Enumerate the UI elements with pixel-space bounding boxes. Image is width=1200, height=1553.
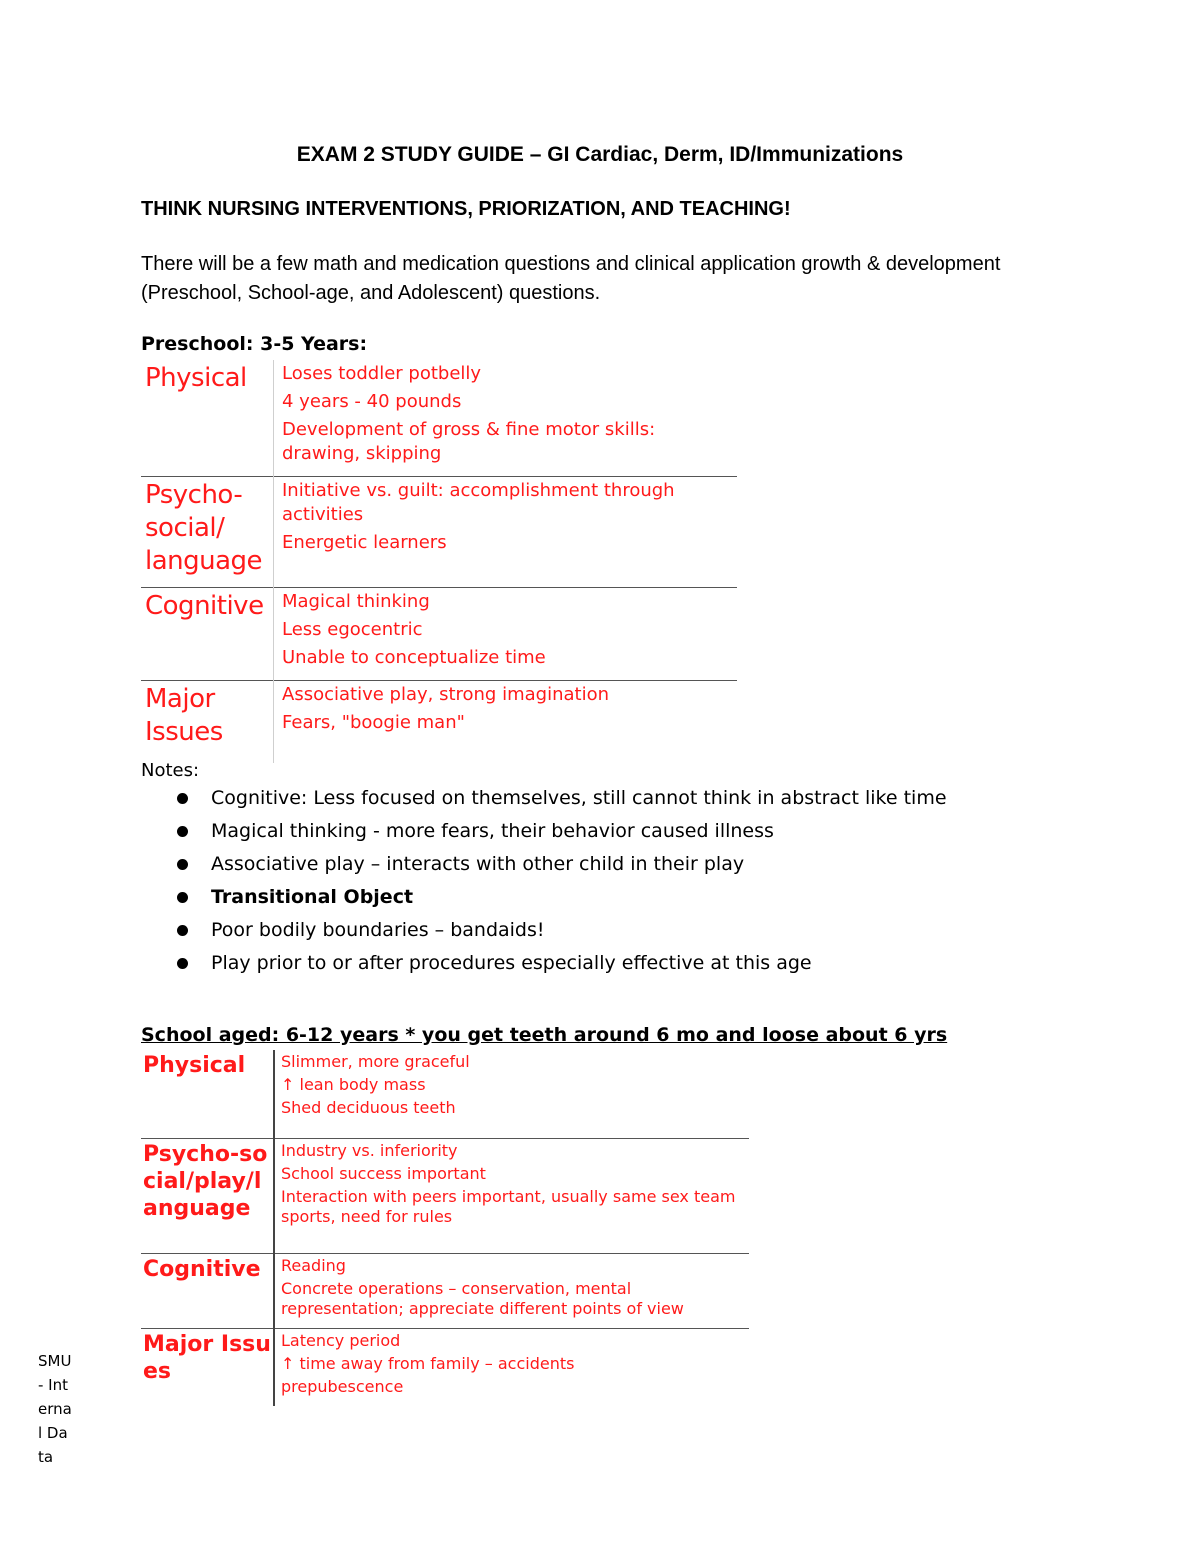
row-items bbox=[274, 1254, 749, 1329]
list-item: Associative play, strong imagination bbox=[282, 684, 609, 705]
list-item: Latency period bbox=[281, 1331, 401, 1350]
table-row bbox=[141, 1329, 749, 1407]
list-item: Magical thinking bbox=[282, 591, 430, 612]
table-row bbox=[141, 681, 737, 764]
note-text: Magical thinking - more fears, their behavior caused illness bbox=[211, 820, 774, 842]
list-item: Shed deciduous teeth bbox=[281, 1098, 456, 1117]
row-category: Cognitive bbox=[141, 1254, 274, 1329]
list-item: Concrete operations – conservation, mental representation; appreciate different points of view bbox=[281, 1279, 684, 1318]
list-item: Energetic learners bbox=[282, 532, 447, 553]
table-row bbox=[141, 360, 737, 477]
list-item: Development of gross & fine motor skills: drawing, skipping bbox=[282, 419, 656, 464]
list-item bbox=[175, 786, 947, 819]
think-heading: THINK NURSING INTERVENTIONS, PRIORIZATION, AND TEACHING! bbox=[141, 198, 791, 220]
list-item: Fears, "boogie man" bbox=[282, 712, 465, 733]
list-item: ↑ time away from family – accidents bbox=[281, 1354, 575, 1373]
list-item: Reading bbox=[281, 1256, 346, 1275]
notes-label: Notes: bbox=[141, 760, 200, 781]
list-item bbox=[175, 951, 947, 984]
row-category: Psycho-social/ language bbox=[141, 477, 274, 588]
row-category: Physical bbox=[141, 1050, 274, 1139]
bullet-icon bbox=[177, 925, 188, 936]
preschool-heading: Preschool: 3-5 Years: bbox=[141, 333, 368, 355]
school-table bbox=[141, 1050, 749, 1406]
row-items bbox=[274, 360, 738, 477]
table-row bbox=[141, 477, 737, 588]
note-text: Poor bodily boundaries – bandaids! bbox=[211, 919, 545, 941]
row-items bbox=[274, 477, 738, 588]
notes-list bbox=[175, 786, 947, 984]
note-text: Cognitive: Less focused on themselves, still cannot think in abstract like time bbox=[211, 787, 947, 809]
note-text: Associative play – interacts with other child in their play bbox=[211, 853, 745, 875]
list-item: ↑ lean body mass bbox=[281, 1075, 426, 1094]
intro-paragraph: There will be a few math and medication questions and clinical application growth & development (Preschool, School-age, and Adolescent) questions. bbox=[141, 253, 1001, 304]
list-item: Less egocentric bbox=[282, 619, 423, 640]
preschool-table bbox=[141, 360, 737, 763]
list-item: Interaction with peers important, usually same sex team sports, need for rules bbox=[281, 1187, 736, 1226]
list-item: Initiative vs. guilt: accomplishment through activities bbox=[282, 480, 675, 525]
bullet-icon bbox=[177, 826, 188, 837]
note-text: Transitional Object bbox=[211, 886, 414, 908]
bullet-icon bbox=[177, 859, 188, 870]
row-category: Physical bbox=[141, 360, 274, 477]
row-items bbox=[274, 1050, 749, 1139]
row-category: Psycho-social/play/language bbox=[141, 1139, 274, 1254]
table-row bbox=[141, 588, 737, 681]
list-item bbox=[175, 918, 947, 951]
row-items bbox=[274, 1329, 749, 1407]
bullet-icon bbox=[177, 892, 188, 903]
list-item: Industry vs. inferiority bbox=[281, 1141, 458, 1160]
row-category: Major Issues bbox=[141, 681, 274, 764]
list-item bbox=[175, 885, 947, 918]
table-row bbox=[141, 1050, 749, 1139]
page-title: EXAM 2 STUDY GUIDE – GI Cardiac, Derm, ID/Immunizations bbox=[296, 143, 904, 166]
list-item: 4 years - 40 pounds bbox=[282, 391, 462, 412]
school-heading: School aged: 6-12 years * you get teeth around 6 mo and loose about 6 yrs bbox=[141, 1024, 948, 1046]
list-item bbox=[175, 819, 947, 852]
classification-label: SMU - Internal Data bbox=[38, 1352, 72, 1466]
list-item bbox=[175, 852, 947, 885]
list-item: Unable to conceptualize time bbox=[282, 647, 546, 668]
list-item: School success important bbox=[281, 1164, 486, 1183]
bullet-icon bbox=[177, 793, 188, 804]
row-items bbox=[274, 1139, 749, 1254]
table-row bbox=[141, 1139, 749, 1254]
row-category: Major Issues bbox=[141, 1329, 274, 1407]
row-items bbox=[274, 681, 738, 764]
list-item: prepubescence bbox=[281, 1377, 404, 1396]
table-row bbox=[141, 1254, 749, 1329]
row-items bbox=[274, 588, 738, 681]
note-text: Play prior to or after procedures especially effective at this age bbox=[211, 952, 812, 974]
list-item: Slimmer, more graceful bbox=[281, 1052, 470, 1071]
row-category: Cognitive bbox=[141, 588, 274, 681]
bullet-icon bbox=[177, 958, 188, 969]
list-item: Loses toddler potbelly bbox=[282, 363, 482, 384]
